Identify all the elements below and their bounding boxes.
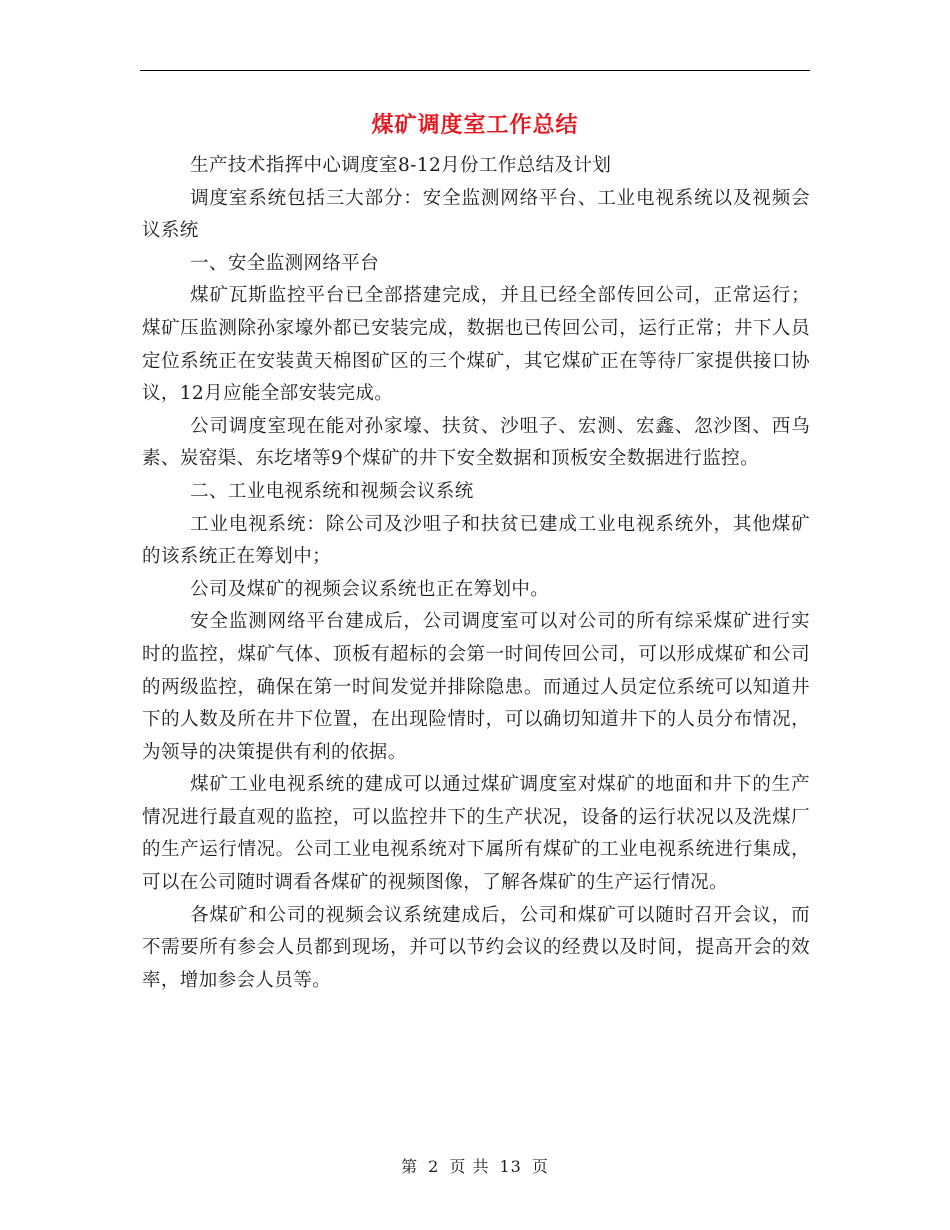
document-title: 煤矿调度室工作总结 <box>371 113 579 138</box>
footer-suffix: 页 <box>531 1157 549 1176</box>
page-footer <box>140 1154 810 1177</box>
paragraph: 工业电视系统：除公司及沙咀子和扶贫已建成工业电视系统外，其他煤矿的该系统正在筹划中； <box>142 513 810 568</box>
paragraph-overview: 调度室系统包括三大部分：安全监测网络平台、工业电视系统以及视频会议系统 <box>142 187 810 242</box>
total-pages: 13 <box>499 1157 522 1176</box>
page-number: 2 <box>428 1157 440 1176</box>
paragraph: 各煤矿和公司的视频会议系统建成后，公司和煤矿可以随时召开会议，而不需要所有参会人员都到现场，并可以节约会议的经费以及时间，提高开会的效率，增加参会人员等。 <box>142 904 810 991</box>
paragraph: 公司及煤矿的视频会议系统也正在筹划中。 <box>190 578 550 600</box>
paragraph: 煤矿工业电视系统的建成可以通过煤矿调度室对煤矿的地面和井下的生产情况进行最直观的监控，可以监控井下的生产状况，设备的运行状况以及洗煤厂的生产运行情况。公司工业电视系统对下属所有煤矿的工业电视系统进行集成，可以在公司随时调看各煤矿的视频图像，了解各煤矿的生产运行情况。 <box>142 774 810 894</box>
paragraph: 公司调度室现在能对孙家壕、扶贫、沙咀子、宏测、宏鑫、忽沙图、西乌素、炭窑渠、东圪堵等9个煤矿的井下安全数据和顶板安全数据进行监控。 <box>142 415 810 470</box>
paragraph: 煤矿瓦斯监控平台已全部搭建完成，并且已经全部传回公司，正常运行；煤矿压监测除孙家壕外都已安装完成，数据也已传回公司，运行正常；井下人员定位系统正在安装黄天棉图矿区的三个煤矿，其它煤矿正在等待厂家提供接口协议，12月应能全部安装完成。 <box>142 285 810 405</box>
header-rule <box>140 70 810 71</box>
paragraph-subtitle: 生产技术指挥中心调度室8-12月份工作总结及计划 <box>190 155 612 176</box>
footer-prefix: 第 <box>401 1157 419 1176</box>
section-heading-2: 二、工业电视系统和视频会议系统 <box>190 480 474 502</box>
paragraph: 安全监测网络平台建成后，公司调度室可以对公司的所有综采煤矿进行实时的监控，煤矿气体、顶板有超标的会第一时间传回公司，可以形成煤矿和公司的两级监控，确保在第一时间发觉并排除隐患。而通过人员定位系统可以知道井下的人数及所在井下位置，在出现险情时，可以确切知道井下的人员分布情况，为领导的决策提供有利的依据。 <box>142 611 810 763</box>
section-heading-1: 一、安全监测网络平台 <box>190 252 380 274</box>
footer-middle: 页 共 <box>449 1157 490 1176</box>
document-body <box>142 150 810 997</box>
